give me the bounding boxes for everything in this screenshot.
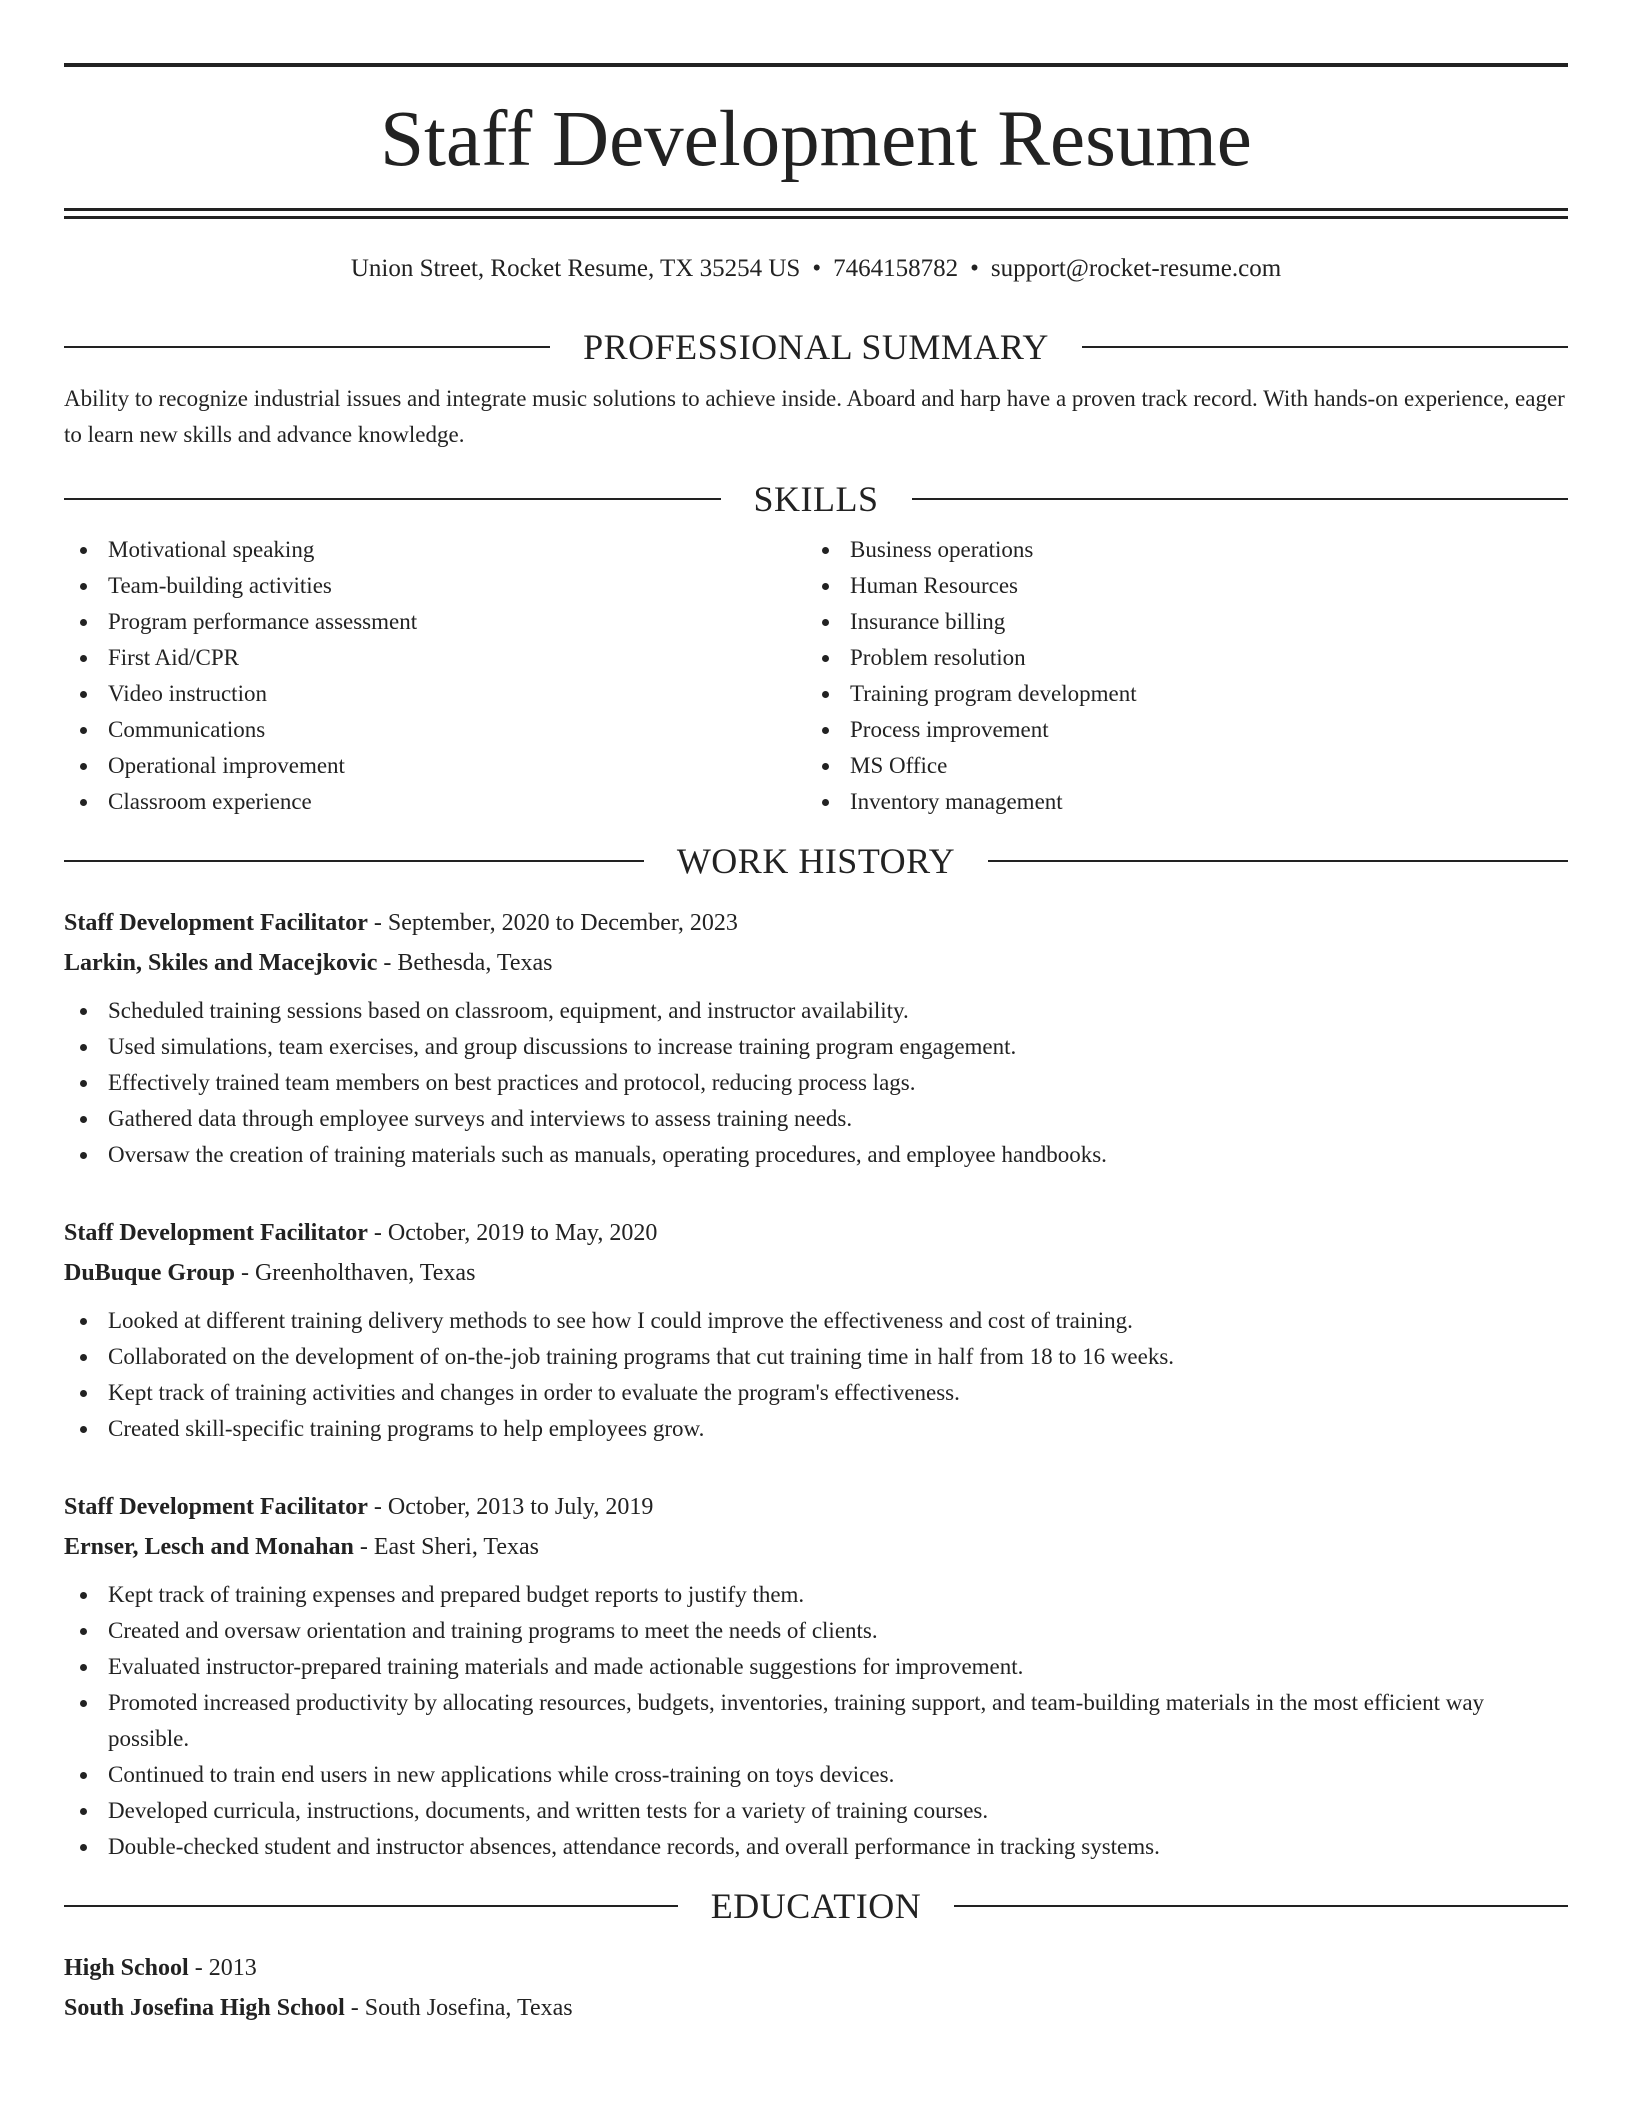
duty-item: Used simulations, team exercises, and group discussions to increase training program engagement. xyxy=(64,1029,1568,1065)
heading-rule xyxy=(64,1905,678,1907)
skill-item: Motivational speaking xyxy=(64,532,806,568)
duty-item: Scheduled training sessions based on classroom, equipment, and instructor availability. xyxy=(64,993,1568,1029)
education-school: South Josefina High School xyxy=(64,1995,345,2021)
job-location: - Greenholthaven, Texas xyxy=(234,1260,476,1286)
section-title: PROFESSIONAL SUMMARY xyxy=(583,327,1049,367)
duty-item: Oversaw the creation of training materials such as manuals, operating procedures, and employee handbooks. xyxy=(64,1137,1568,1173)
section-title: EDUCATION xyxy=(710,1886,922,1926)
skill-item: Problem resolution xyxy=(806,640,1568,676)
duty-item: Developed curricula, instructions, documents, and written tests for a variety of training courses. xyxy=(64,1793,1568,1829)
heading-rule xyxy=(1082,346,1568,348)
skill-item: Team-building activities xyxy=(64,568,806,604)
duty-item: Looked at different training delivery methods to see how I could improve the effectiveness and cost of training. xyxy=(64,1303,1568,1339)
duty-item: Created and oversaw orientation and training programs to meet the needs of clients. xyxy=(64,1613,1568,1649)
skill-item: First Aid/CPR xyxy=(64,640,806,676)
section-title: WORK HISTORY xyxy=(676,841,956,881)
resume-title: Staff Development Resume xyxy=(380,96,1252,183)
duty-item: Created skill-specific training programs to help employees grow. xyxy=(64,1411,1568,1447)
duty-item: Kept track of training activities and changes in order to evaluate the program's effectiveness. xyxy=(64,1375,1568,1411)
job-location: - Bethesda, Texas xyxy=(377,950,553,976)
job-title: Staff Development Facilitator xyxy=(64,910,368,936)
job-title-line xyxy=(64,1213,1568,1253)
education-year: - 2013 xyxy=(188,1955,257,1981)
job-company: DuBuque Group xyxy=(64,1260,235,1286)
heading-rule xyxy=(954,1905,1568,1907)
duty-item: Double-checked student and instructor absences, attendance records, and overall performance in tracking systems. xyxy=(64,1829,1568,1865)
heading-rule xyxy=(64,498,721,500)
duty-item: Kept track of training expenses and prepared budget reports to justify them. xyxy=(64,1577,1568,1613)
skill-item: Training program development xyxy=(806,676,1568,712)
job-duties xyxy=(64,993,1568,1173)
job-company: Ernser, Lesch and Monahan xyxy=(64,1534,354,1560)
contact-line xyxy=(64,252,1568,286)
section-heading-work-history xyxy=(64,839,1568,883)
skill-item: Insurance billing xyxy=(806,604,1568,640)
skill-item: Communications xyxy=(64,712,806,748)
duty-item: Collaborated on the development of on-the-job training programs that cut training time in half from 18 to 16 weeks. xyxy=(64,1339,1568,1375)
section-heading-education xyxy=(64,1884,1568,1928)
duty-item: Effectively trained team members on best practices and protocol, reducing process lags. xyxy=(64,1065,1568,1101)
double-rule xyxy=(64,208,1568,219)
job-company: Larkin, Skiles and Macejkovic xyxy=(64,950,378,976)
summary-paragraph: Ability to recognize industrial issues and integrate music solutions to achieve inside. Aboard and harp have a proven track record. With hands-on experience, eager to learn new skills and advance knowledge. xyxy=(64,386,1565,447)
skill-item: Process improvement xyxy=(806,712,1568,748)
skills-list xyxy=(64,532,1568,820)
duty-item: Evaluated instructor-prepared training materials and made actionable suggestions for improvement. xyxy=(64,1649,1568,1685)
section-heading-summary xyxy=(64,325,1568,369)
skill-item: Classroom experience xyxy=(64,784,806,820)
job-entry xyxy=(64,1487,1568,1865)
education-school-line xyxy=(64,1988,1568,2028)
job-title: Staff Development Facilitator xyxy=(64,1220,368,1246)
contact-separator: • xyxy=(812,255,822,282)
education-degree-line xyxy=(64,1948,1568,1988)
education-location: - South Josefina, Texas xyxy=(344,1995,573,2021)
job-title-line xyxy=(64,1487,1568,1527)
job-company-line xyxy=(64,1253,1568,1293)
top-rule xyxy=(64,63,1568,67)
job-dates: - October, 2019 to May, 2020 xyxy=(367,1220,658,1246)
job-duties xyxy=(64,1303,1568,1447)
duty-item: Gathered data through employee surveys and interviews to assess training needs. xyxy=(64,1101,1568,1137)
skill-item: Program performance assessment xyxy=(64,604,806,640)
section-heading-skills xyxy=(64,477,1568,521)
job-title: Staff Development Facilitator xyxy=(64,1494,368,1520)
skill-item: Video instruction xyxy=(64,676,806,712)
job-duties xyxy=(64,1577,1568,1865)
contact-separator: • xyxy=(970,255,979,282)
education-entry xyxy=(64,1948,1568,2028)
contact-email: support@rocket-resume.com xyxy=(990,255,1282,282)
job-entry xyxy=(64,903,1568,1173)
skill-item: Operational improvement xyxy=(64,748,806,784)
job-dates: - October, 2013 to July, 2019 xyxy=(367,1494,654,1520)
job-company-line xyxy=(64,943,1568,983)
duty-item: Continued to train end users in new applications while cross-training on toys devices. xyxy=(64,1757,1568,1793)
heading-rule xyxy=(988,860,1568,862)
heading-rule xyxy=(64,860,644,862)
duty-item: Promoted increased productivity by allocating resources, budgets, inventories, training support, and team-building materials in the most efficient way possible. xyxy=(64,1685,1568,1757)
skill-item: Business operations xyxy=(806,532,1568,568)
job-location: - East Sheri, Texas xyxy=(353,1534,540,1560)
skills-column-left xyxy=(64,532,806,820)
skill-item: MS Office xyxy=(806,748,1568,784)
contact-phone: 7464158782 xyxy=(833,255,959,282)
skill-item: Human Resources xyxy=(806,568,1568,604)
contact-address: Union Street, Rocket Resume, TX 35254 US xyxy=(350,255,801,282)
education-degree: High School xyxy=(64,1955,189,1981)
skills-column-right xyxy=(806,532,1568,820)
heading-rule xyxy=(64,346,550,348)
job-entry xyxy=(64,1213,1568,1447)
heading-rule xyxy=(912,498,1569,500)
job-dates: - September, 2020 to December, 2023 xyxy=(367,910,738,936)
job-title-line xyxy=(64,903,1568,943)
skill-item: Inventory management xyxy=(806,784,1568,820)
job-company-line xyxy=(64,1527,1568,1567)
section-title: SKILLS xyxy=(753,479,879,519)
